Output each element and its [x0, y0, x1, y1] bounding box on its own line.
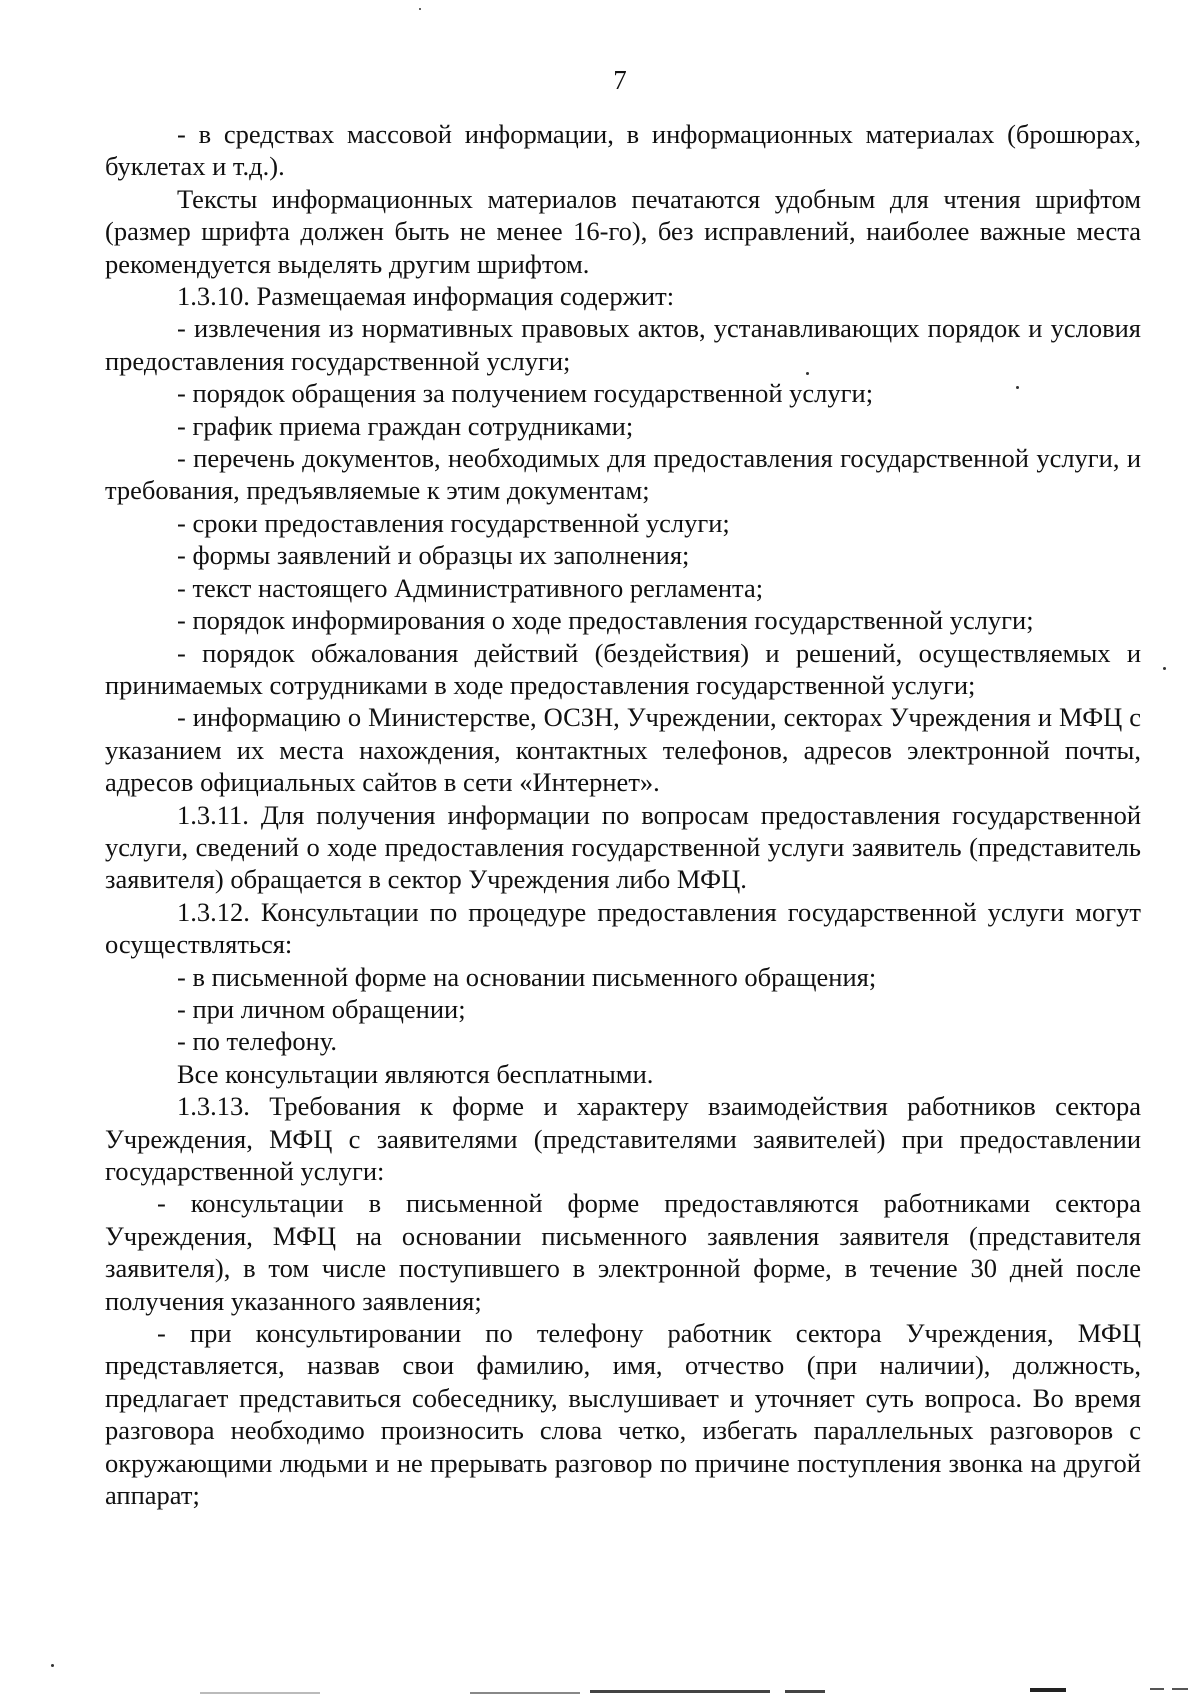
scan-speck [1016, 386, 1019, 389]
list-item: - в письменной форме на основании письменного обращения; [177, 961, 877, 992]
page-number: 7 [613, 65, 627, 95]
paragraph: 1.3.12. Консультации по процедуре предоставления государственной услуги могут осуществляться: [105, 896, 1141, 960]
list-item: - график приема граждан сотрудниками; [177, 410, 634, 441]
scan-line [785, 1690, 825, 1693]
paragraph: - в средствах массовой информации, в информационных материалах (брошюрах, буклетах и т.д.). [105, 119, 1141, 182]
scan-line [1172, 1688, 1188, 1690]
list-item: - перечень документов, необходимых для предоставления государственной услуги, и требования, предъявляемые к этим документам; [105, 443, 1141, 506]
scan-speck [806, 372, 809, 375]
scan-line [1150, 1688, 1164, 1690]
paragraph: Тексты информационных материалов печатаются удобным для чтения шрифтом (размер шрифта должен быть не менее 16-го), без исправлений, наиболее важные места рекомендуется выделять другим шрифтом. [105, 183, 1141, 279]
scan-line [470, 1692, 580, 1694]
list-item: - формы заявлений и образцы их заполнения; [177, 540, 690, 571]
list-item: - по телефону. [177, 1026, 337, 1057]
list-item: - консультации в письменной форме предоставляются работниками сектора Учреждения, МФЦ на основании письменного заявления заявителя (представителя заявителя), в том числе поступившего в электронной форме, в течение 30 дней после получения указанного заявления; [105, 1188, 1141, 1316]
list-item: - извлечения из нормативных правовых актов, устанавливающих порядок и условия предоставления государственной услуги; [105, 313, 1141, 376]
list-item: - порядок информирования о ходе предоставления государственной услуги; [177, 605, 1034, 636]
paragraph: 1.3.11. Для получения информации по вопросам предоставления государственной услуги, сведений о ходе предоставления государственной услуги заявитель (представитель заявителя) обращается в сектор Учреждения либо МФЦ. [105, 799, 1141, 895]
scan-speck [419, 8, 421, 10]
scan-line [1030, 1688, 1066, 1692]
list-item: - порядок обжалования действий (бездействия) и решений, осуществляемых и принимаемых сотрудниками в ходе предоставления государственной услуги; [105, 637, 1141, 700]
list-item: - сроки предоставления государственной услуги; [177, 507, 730, 538]
scan-speck [1163, 667, 1166, 670]
paragraph: Все консультации являются бесплатными. [177, 1058, 654, 1089]
paragraph: 1.3.10. Размещаемая информация содержит: [177, 281, 675, 312]
scan-line [590, 1690, 770, 1693]
paragraph: 1.3.13. Требования к форме и характеру взаимодействия работников сектора Учреждения, МФЦ с заявителями (представителями заявителей) при предоставлении государственной услуги: [105, 1091, 1141, 1186]
list-item: - текст настоящего Административного регламента; [177, 572, 764, 603]
scan-speck [51, 1664, 54, 1667]
document-body [105, 118, 1141, 1511]
scan-line [200, 1692, 320, 1694]
list-item: - при консультировании по телефону работник сектора Учреждения, МФЦ представляется, назвав свои фамилию, имя, отчество (при наличии), должность, предлагает представиться собеседнику, выслушивает и уточняет суть вопроса. Во время разговора необходимо произносить слова четко, избегать параллельных разговоров с окружающими людьми и не прерывать разговор по причине поступления звонка на другой аппарат; [105, 1318, 1141, 1511]
list-item: - при личном обращении; [177, 993, 466, 1024]
list-item: - порядок обращения за получением государственной услуги; [177, 378, 874, 409]
list-item: - информацию о Министерстве, ОСЗН, Учреждении, секторах Учреждения и МФЦ с указанием их места нахождения, контактных телефонов, адресов электронной почты, адресов официальных сайтов в сети «Интернет». [105, 702, 1141, 798]
